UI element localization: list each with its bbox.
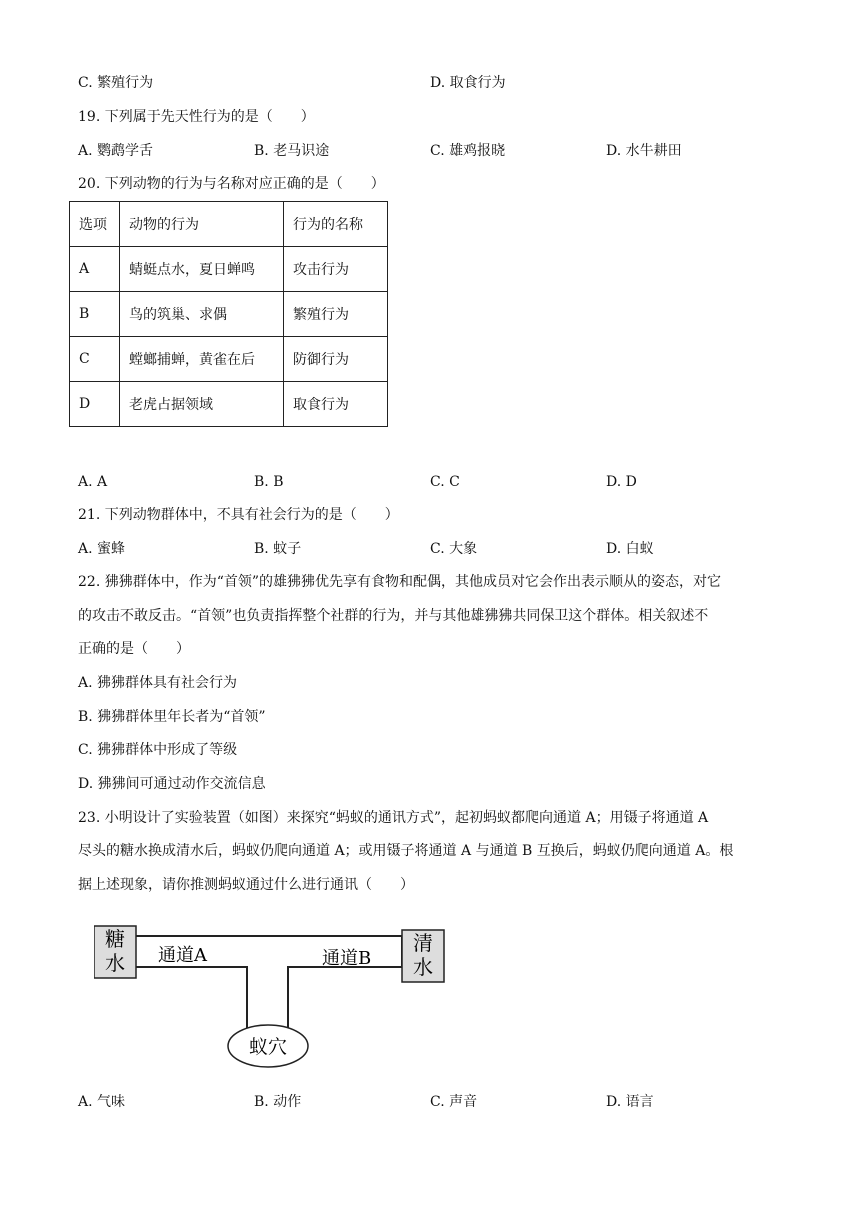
table-row [70,292,388,337]
q20-table [69,201,388,427]
q22-option-d: D. 狒狒间可通过动作交流信息 [78,776,266,792]
table-cell: 螳螂捕蝉，黄雀在后 [120,337,284,382]
table-cell: 老虎占据领域 [120,382,284,427]
q22-option-a: A. 狒狒群体具有社会行为 [78,675,238,691]
table-cell: 攻击行为 [284,247,388,292]
table-cell: B [70,292,120,337]
q21-option-b: B. 蚊子 [254,541,302,557]
table-header: 行为的名称 [284,202,388,247]
table-header-row [70,202,388,247]
q20-option-b: B. B [254,474,284,490]
q21-option-c: C. 大象 [430,541,478,557]
ant-nest-label: 蚁穴 [248,1036,288,1058]
q22-stem-line-3: 正确的是（ ） [78,641,190,657]
q23-stem-line-3: 据上述现象，请你推测蚂蚁通过什么进行通讯（ ） [78,877,414,893]
q20-option-c: C. C [430,474,460,490]
sugar-water-label-2: 水 [105,951,125,975]
table-cell: 鸟的筑巢、求偶 [120,292,284,337]
table-cell: A [70,247,120,292]
q21-option-d: D. 白蚁 [606,541,654,557]
q20-stem: 20. 下列动物的行为与名称对应正确的是（ ） [78,176,385,192]
q23-stem-line-1: 23. 小明设计了实验装置（如图）来探究“蚂蚁的通讯方式”，起初蚂蚁都爬向通道 A；用镊子将通道 A [78,810,709,826]
q22-option-c: C. 狒狒群体中形成了等级 [78,742,238,758]
q19-option-d: D. 水牛耕田 [606,143,682,159]
q18-option-c: C. 繁殖行为 [78,75,154,91]
channel-a-label: 通道A [158,945,207,966]
q18-option-d: D. 取食行为 [430,75,506,91]
q23-stem-line-2: 尽头的糖水换成清水后，蚂蚁仍爬向通道 A；或用镊子将通道 A 与通道 B 互换后，蚂蚁仍爬向通道 A。根 [78,843,734,859]
table-cell: 蜻蜓点水，夏日蝉鸣 [120,247,284,292]
q23-option-c: C. 声音 [430,1094,478,1110]
q23-option-a: A. 气味 [78,1094,126,1110]
channel-b-label: 通道B [322,948,372,969]
q19-option-b: B. 老马识途 [254,143,330,159]
q19-stem: 19. 下列属于先天性行为的是（ ） [78,109,315,125]
ant-experiment-diagram [94,922,454,1070]
table-row [70,247,388,292]
table-row [70,337,388,382]
q21-option-a: A. 蜜蜂 [78,541,126,557]
clear-water-label-1: 清 [413,931,433,955]
q21-stem: 21. 下列动物群体中，不具有社会行为的是（ ） [78,507,399,523]
table-cell: 取食行为 [284,382,388,427]
table-header: 动物的行为 [120,202,284,247]
q19-option-c: C. 雄鸡报晓 [430,143,506,159]
table-cell: C [70,337,120,382]
table-header: 选项 [70,202,120,247]
q23-option-d: D. 语言 [606,1094,654,1110]
table-cell: D [70,382,120,427]
table-row [70,382,388,427]
table-cell: 繁殖行为 [284,292,388,337]
q22-stem-line-1: 22. 狒狒群体中，作为“首领”的雄狒狒优先享有食物和配偶，其他成员对它会作出表示顺从的姿态，对它 [78,574,722,590]
sugar-water-label-1: 糖 [105,927,125,951]
table-cell: 防御行为 [284,337,388,382]
q22-stem-line-2: 的攻击不敢反击。“首领”也负责指挥整个社群的行为，并与其他雄狒狒共同保卫这个群体。相关叙述不 [78,608,709,624]
clear-water-label-2: 水 [413,955,433,979]
q20-option-a: A. A [78,474,108,490]
q23-option-b: B. 动作 [254,1094,302,1110]
q19-option-a: A. 鹦鹉学舌 [78,143,154,159]
q22-option-b: B. 狒狒群体里年长者为“首领” [78,709,266,725]
q20-option-d: D. D [606,474,637,490]
